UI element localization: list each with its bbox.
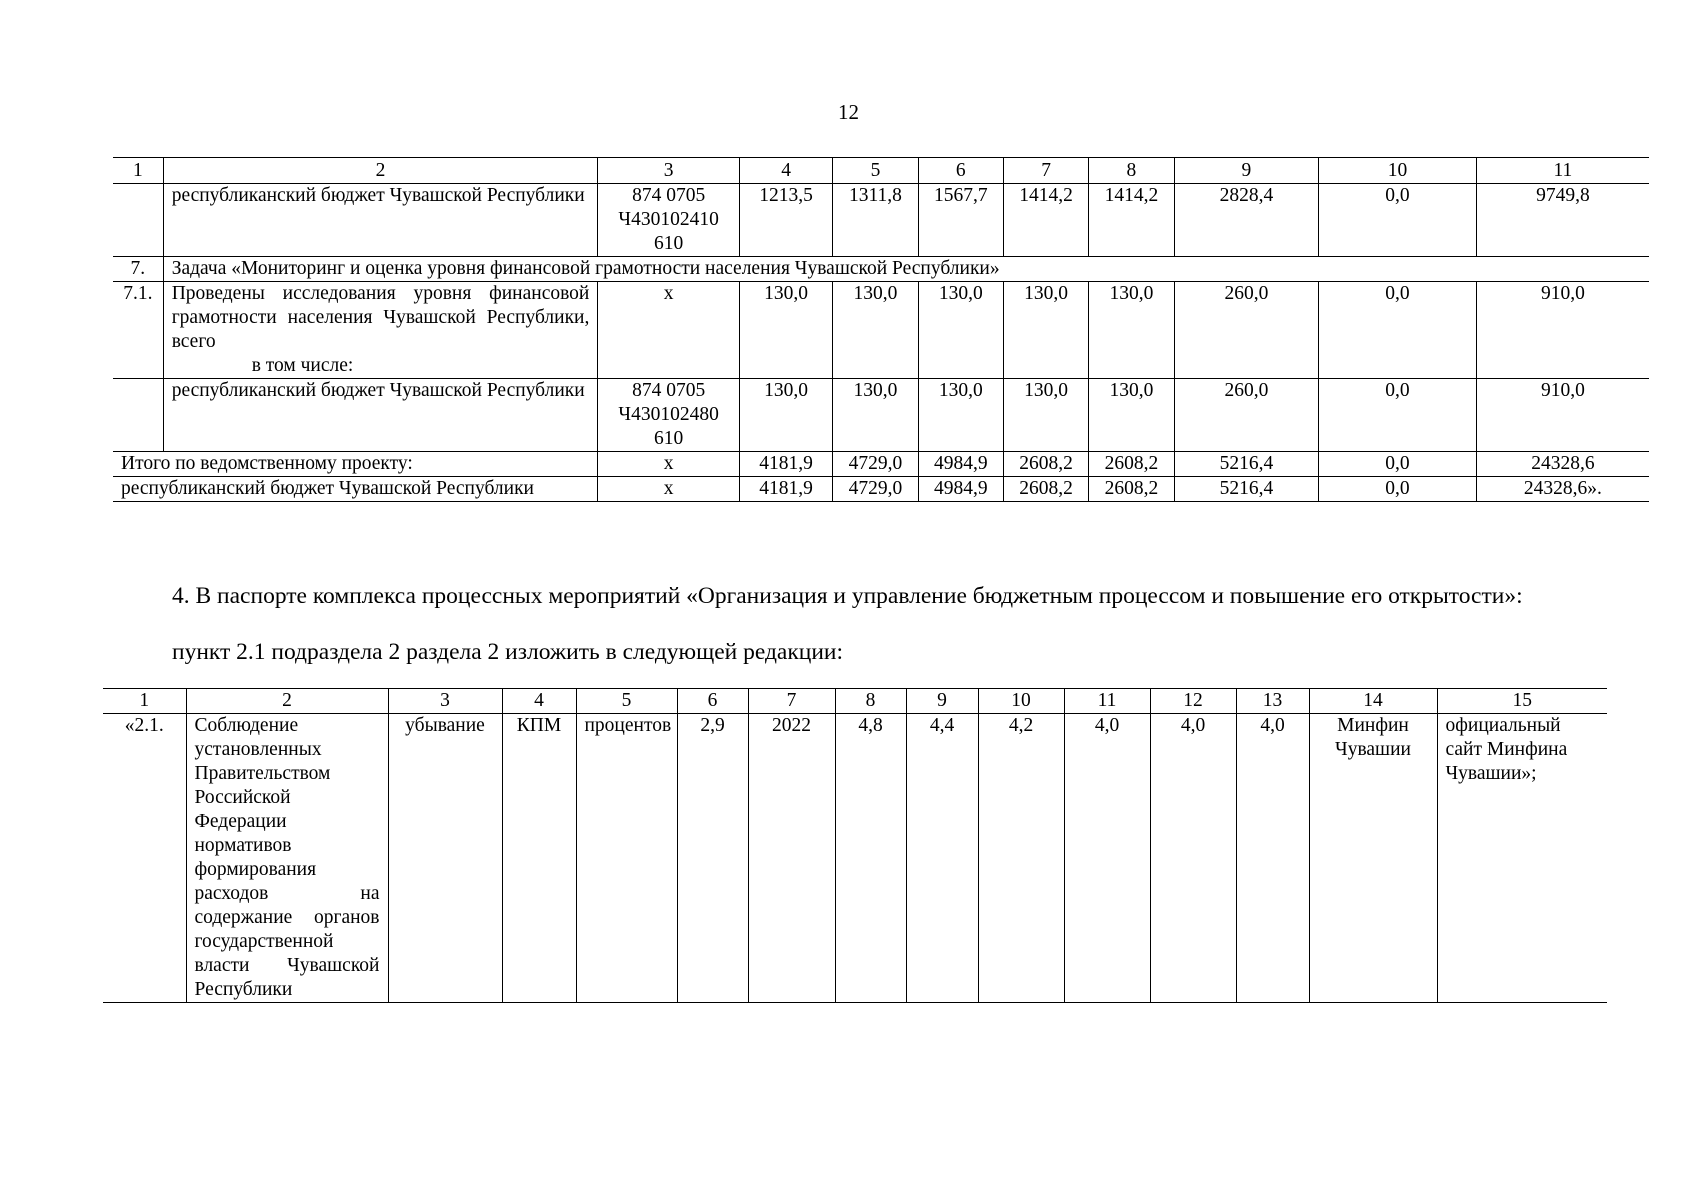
value-cell: 130,0 [1003,379,1088,452]
value-cell: 0,0 [1319,477,1477,502]
responsible-cell: Минфин Чувашии [1309,714,1437,1003]
value-cell: 130,0 [739,379,832,452]
value-cell: 4,0 [1064,714,1150,1003]
task-title: Задача «Мониторинг и оценка уровня финансовой грамотности населения Чувашской Республики» [163,257,1649,282]
value-cell: 24328,6 [1476,452,1649,477]
value-cell: 2608,2 [1089,477,1174,502]
row-number: 7. [113,257,163,282]
column-header: 7 [748,689,835,714]
table-row [113,282,1649,379]
column-header: 10 [978,689,1064,714]
value-cell: 1414,2 [1089,184,1174,257]
row-name: республиканский бюджет Чувашской Республики [163,379,598,452]
value-cell: 4984,9 [918,477,1003,502]
row-name: республиканский бюджет Чувашской Республики [113,477,598,502]
column-header: 9 [906,689,978,714]
value-cell: 1567,7 [918,184,1003,257]
column-header: 11 [1064,689,1150,714]
amendment-paragraph [128,582,1588,610]
direction-cell: убывание [388,714,502,1003]
table-row [103,714,1607,1003]
unit-cell: процентов [576,714,677,1003]
value-cell: 2608,2 [1003,452,1088,477]
column-header: 12 [1150,689,1236,714]
value-cell: 4,0 [1236,714,1309,1003]
value-cell: 5216,4 [1174,477,1319,502]
amendment-instruction [128,638,1588,666]
budget-code: 874 0705 Ч430102410 610 [598,184,740,257]
value-cell: 2608,2 [1003,477,1088,502]
total-row [113,477,1649,502]
column-header: 9 [1174,158,1319,184]
table-header-row [103,689,1607,714]
value-cell: 1414,2 [1003,184,1088,257]
column-header: 1 [132,160,143,181]
value-cell: 4984,9 [918,452,1003,477]
row-name: Проведены исследования уровня финансовой грамотности населения Чувашской Республики, всего в том числе: [163,282,598,379]
column-header: 3 [388,689,502,714]
row-number: «2.1. [103,714,186,1003]
column-header: 10 [1319,158,1477,184]
column-header: 2 [163,158,598,184]
budget-code: х [598,282,740,379]
value-cell: 130,0 [1089,282,1174,379]
value-cell: 130,0 [1089,379,1174,452]
column-header: 11 [1476,158,1649,184]
value-cell: 910,0 [1476,282,1649,379]
budget-code: х [598,452,740,477]
value-cell: 4181,9 [739,452,832,477]
value-cell: 130,0 [833,379,918,452]
budget-table [113,157,1649,502]
column-header: 7 [1003,158,1088,184]
source-cell: официальный сайт Минфина Чувашии»; [1437,714,1607,1003]
paragraph-text: 4. В паспорте комплекса процессных мероприятий «Организация и управление бюджетным процессом и повышение его открытости»: [172,583,1523,609]
column-header: 8 [1089,158,1174,184]
value-cell: 4729,0 [833,452,918,477]
table-row [113,184,1649,257]
value-cell: 260,0 [1174,379,1319,452]
page-number: 12 [838,100,859,124]
value-cell: 4729,0 [833,477,918,502]
value-cell: 130,0 [918,282,1003,379]
row-name: республиканский бюджет Чувашской Республики [163,184,598,257]
total-row [113,452,1649,477]
value-cell: 5216,4 [1174,452,1319,477]
paragraph-text: пункт 2.1 подраздела 2 раздела 2 изложить в следующей редакции: [172,639,844,665]
value-cell: 1311,8 [833,184,918,257]
column-header: 6 [677,689,748,714]
column-header: 1 [139,690,150,711]
value-cell: 0,0 [1319,184,1477,257]
row-name: Итого по ведомственному проекту: [113,452,598,477]
value-cell: 4,4 [906,714,978,1003]
value-cell: 2608,2 [1089,452,1174,477]
value-cell: 130,0 [1003,282,1088,379]
base-value-cell: 2,9 [677,714,748,1003]
value-cell: 910,0 [1476,379,1649,452]
row-number: 7.1. [113,282,163,379]
value-cell: 4181,9 [739,477,832,502]
value-cell: 4,0 [1150,714,1236,1003]
table-row [113,379,1649,452]
value-cell: 130,0 [918,379,1003,452]
value-cell: 4,2 [978,714,1064,1003]
column-header: 14 [1309,689,1437,714]
column-header: 6 [918,158,1003,184]
column-header: 15 [1437,689,1607,714]
value-cell: 260,0 [1174,282,1319,379]
column-header: 5 [833,158,918,184]
table-header-row [113,158,1649,184]
column-header: 4 [739,158,832,184]
value-cell: 0,0 [1319,282,1477,379]
value-cell: 0,0 [1319,379,1477,452]
indicator-name: Соблюдение установленных Правительством Российской Федерации нормативов формирования расходов на содержание органов государственной власти Чувашской Республики [186,714,388,1003]
column-header: 3 [598,158,740,184]
task-row [113,257,1649,282]
type-cell: КПМ [502,714,576,1003]
value-cell: 0,0 [1319,452,1477,477]
value-cell: 130,0 [833,282,918,379]
value-cell: 2828,4 [1174,184,1319,257]
value-cell: 24328,6». [1476,477,1649,502]
base-year-cell: 2022 [748,714,835,1003]
value-cell: 4,8 [835,714,906,1003]
column-header: 5 [576,689,677,714]
budget-code: х [598,477,740,502]
column-header: 13 [1236,689,1309,714]
value-cell: 9749,8 [1476,184,1649,257]
budget-code: 874 0705 Ч430102480 610 [598,379,740,452]
column-header: 2 [186,689,388,714]
column-header: 8 [835,689,906,714]
indicator-table [103,688,1607,1003]
value-cell: 1213,5 [739,184,832,257]
column-header: 4 [502,689,576,714]
value-cell: 130,0 [739,282,832,379]
